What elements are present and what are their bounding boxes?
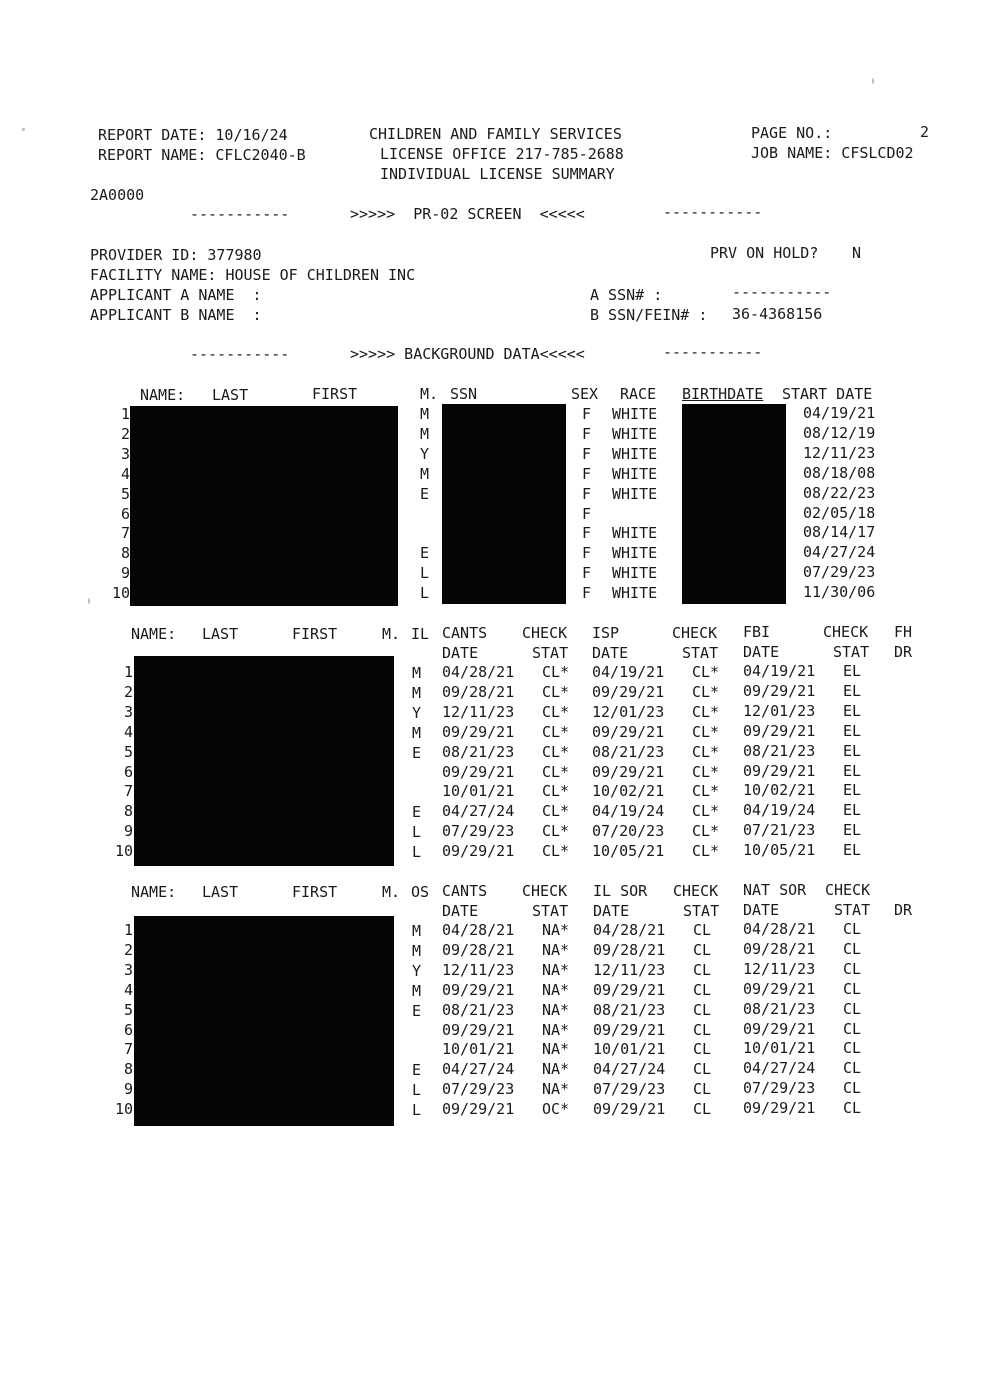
il-sor-date: 09/29/21: [593, 1100, 666, 1119]
fbi-date: 12/01/23: [743, 701, 816, 720]
cants-date: 09/29/21: [442, 1020, 515, 1039]
t1-header-ssn: SSN: [450, 385, 478, 403]
applicant-a-name: APPLICANT A NAME :: [90, 286, 262, 304]
cants-stat: NA*: [542, 1020, 570, 1039]
nat-sor-stat: CL: [843, 1079, 862, 1098]
il-sor-stat: CL: [693, 940, 712, 959]
il-sor-date: 07/29/23: [593, 1080, 666, 1099]
fbi-date: 09/29/21: [743, 761, 816, 780]
il-sor-stat: CL: [693, 1040, 712, 1059]
fbi-date: 08/21/23: [743, 741, 816, 760]
cants-date: 10/01/21: [442, 1040, 515, 1059]
cants-date: 07/29/23: [442, 822, 515, 841]
row-number: 5: [123, 742, 133, 761]
race-value: WHITE: [612, 484, 658, 503]
office-code: 2A0000: [90, 186, 145, 204]
t2-subheader-date2: DATE: [592, 644, 629, 662]
cants-date: 04/28/21: [442, 921, 515, 939]
isp-stat: CL*: [692, 702, 720, 721]
middle-initial: E: [420, 544, 430, 563]
bg-banner-left-dash: -----------: [190, 345, 290, 363]
race-value: WHITE: [612, 524, 658, 543]
cants-stat: CL*: [542, 682, 570, 701]
fbi-stat: EL: [843, 662, 862, 680]
sex-value: F: [582, 405, 592, 423]
row-number: 9: [123, 1080, 133, 1099]
il-sor-date: 09/29/21: [593, 1020, 666, 1039]
middle-initial: E: [412, 1061, 422, 1080]
cants-date: 04/27/24: [442, 802, 515, 821]
redaction-names-1: [130, 406, 398, 606]
cants-stat: CL*: [542, 742, 570, 761]
t2-header-check3: CHECK: [823, 623, 869, 641]
cants-date: 04/27/24: [442, 1060, 515, 1079]
cants-stat: NA*: [542, 1080, 570, 1099]
il-sor-stat: CL: [693, 960, 712, 979]
sex-value: F: [582, 444, 592, 463]
row-number: 6: [123, 762, 133, 781]
race-value: WHITE: [612, 405, 658, 423]
middle-initial: Y: [412, 703, 422, 722]
start-date-value: 12/11/23: [803, 443, 876, 462]
middle-initial: M: [412, 723, 422, 742]
summary-title: INDIVIDUAL LICENSE SUMMARY: [380, 165, 615, 183]
il-sor-stat: CL: [693, 1100, 712, 1119]
isp-stat: CL*: [692, 682, 720, 701]
nat-sor-date: 08/21/23: [743, 999, 816, 1018]
cants-date: 12/11/23: [442, 702, 515, 721]
row-number: 10: [114, 1100, 133, 1119]
fbi-date: 10/02/21: [743, 781, 816, 800]
cants-stat: NA*: [542, 1060, 570, 1079]
il-sor-stat: CL: [693, 1060, 712, 1079]
t2-header-m: M.: [382, 625, 401, 643]
cants-stat: OC*: [542, 1100, 570, 1119]
cants-stat: NA*: [542, 940, 570, 959]
middle-initial: M: [420, 464, 430, 483]
cants-date: 10/01/21: [442, 782, 515, 801]
isp-date: 10/05/21: [592, 842, 665, 861]
nat-sor-date: 07/29/23: [743, 1079, 816, 1098]
t3-subheader-stat2: STAT: [683, 902, 720, 920]
t3-header-cants: CANTS: [442, 882, 488, 900]
middle-initial: E: [412, 803, 422, 822]
race-value: WHITE: [612, 424, 658, 443]
sex-value: F: [582, 584, 592, 603]
t1-header-race: RACE: [620, 385, 657, 403]
row-number: 7: [123, 1040, 133, 1059]
isp-stat: CL*: [692, 742, 720, 761]
nat-sor-stat: CL: [843, 979, 862, 998]
t2-header-last: LAST: [202, 625, 239, 643]
il-sor-stat: CL: [693, 1080, 712, 1099]
middle-initial: E: [412, 743, 422, 762]
fbi-stat: EL: [843, 761, 862, 780]
scan-speck: [88, 598, 90, 604]
cants-stat: CL*: [542, 762, 570, 781]
license-office: LICENSE OFFICE 217-785-2688: [380, 145, 624, 163]
cants-date: 08/21/23: [442, 742, 515, 761]
t3-header-nat-sor: NAT SOR: [743, 881, 807, 899]
t2-header-name: NAME:: [131, 625, 177, 643]
a-ssn-value: -----------: [732, 283, 832, 301]
nat-sor-date: 09/29/21: [743, 979, 816, 998]
nat-sor-date: 09/29/21: [743, 1019, 816, 1038]
t2-header-check2: CHECK: [672, 624, 718, 642]
row-number: 7: [123, 782, 133, 801]
t2-subheader-stat3: STAT: [833, 643, 870, 661]
provider-id: PROVIDER ID: 377980: [90, 246, 262, 264]
t3-subheader-date3: DATE: [743, 901, 780, 919]
fbi-date: 10/05/21: [743, 841, 816, 860]
banner-left-dash: -----------: [190, 205, 290, 223]
a-ssn-label: A SSN# :: [590, 286, 663, 304]
nat-sor-stat: CL: [843, 1019, 862, 1038]
redaction-birthdate: [682, 404, 786, 604]
il-sor-stat: CL: [693, 1020, 712, 1039]
cants-date: 08/21/23: [442, 1000, 515, 1019]
nat-sor-date: 10/01/21: [743, 1039, 816, 1058]
race-value: WHITE: [612, 464, 658, 483]
row-number: 1: [123, 663, 133, 681]
nat-sor-date: 12/11/23: [743, 959, 816, 978]
cants-date: 09/29/21: [442, 722, 515, 741]
on-hold-label: PRV ON HOLD?: [710, 244, 819, 262]
il-sor-date: 12/11/23: [593, 960, 666, 979]
t2-header-cants: CANTS: [442, 624, 488, 642]
race-value: WHITE: [612, 544, 658, 563]
page-no-label: PAGE NO.:: [751, 124, 833, 142]
row-number: 5: [120, 484, 130, 503]
il-sor-date: 04/27/24: [593, 1060, 666, 1079]
isp-stat: CL*: [692, 782, 720, 801]
on-hold-value: N: [852, 244, 862, 262]
isp-stat: CL*: [692, 842, 720, 861]
row-number: 2: [120, 424, 130, 443]
cants-stat: CL*: [542, 663, 570, 681]
row-number: 6: [120, 504, 130, 523]
cants-date: 09/29/21: [442, 842, 515, 861]
report-name: REPORT NAME: CFLC2040-B: [98, 146, 306, 164]
redaction-names-3: [134, 916, 394, 1126]
row-number: 9: [120, 564, 130, 583]
nat-sor-date: 09/28/21: [743, 939, 816, 958]
cants-stat: CL*: [542, 822, 570, 841]
cants-stat: CL*: [542, 842, 570, 861]
fbi-stat: EL: [843, 701, 862, 720]
row-number: 4: [123, 980, 133, 999]
middle-initial: M: [412, 683, 422, 702]
row-number: 8: [120, 544, 130, 563]
fbi-stat: EL: [843, 801, 862, 820]
row-number: 2: [123, 940, 133, 959]
t3-header-check3: CHECK: [825, 881, 871, 899]
scan-speck: [22, 128, 25, 131]
agency-name: CHILDREN AND FAMILY SERVICES: [369, 125, 622, 143]
job-name: JOB NAME: CFSLCD02: [751, 144, 914, 162]
il-sor-date: 10/01/21: [593, 1040, 666, 1059]
isp-stat: CL*: [692, 722, 720, 741]
fbi-date: 04/19/24: [743, 801, 816, 820]
t1-header-birthdate: BIRTHDATE: [682, 385, 764, 403]
t2-header-first: FIRST: [292, 625, 338, 643]
middle-initial: M: [412, 922, 422, 940]
page-no: 2: [920, 123, 930, 141]
cants-date: 04/28/21: [442, 663, 515, 681]
start-date-value: 08/18/08: [803, 463, 876, 482]
middle-initial: L: [412, 843, 422, 862]
row-number: 9: [123, 822, 133, 841]
t3-subheader-dr: DR: [894, 901, 913, 919]
t1-header-name: NAME:: [140, 386, 186, 404]
t1-header-sex: SEX: [571, 385, 599, 403]
t2-subheader-stat2: STAT: [682, 644, 719, 662]
t1-header-first: FIRST: [312, 385, 358, 403]
row-number: 5: [123, 1000, 133, 1019]
t3-subheader-stat1: STAT: [532, 902, 569, 920]
middle-initial: Y: [412, 961, 422, 980]
cants-date: 09/29/21: [442, 980, 515, 999]
cants-date: 09/28/21: [442, 682, 515, 701]
fbi-date: 09/29/21: [743, 721, 816, 740]
il-sor-stat: CL: [693, 1000, 712, 1019]
il-sor-date: 09/29/21: [593, 980, 666, 999]
il-sor-stat: CL: [693, 921, 712, 939]
sex-value: F: [582, 484, 592, 503]
facility-name: FACILITY NAME: HOUSE OF CHILDREN INC: [90, 266, 416, 284]
t3-header-il-sor: IL SOR: [593, 882, 648, 900]
isp-date: 04/19/21: [592, 663, 665, 681]
il-sor-date: 04/28/21: [593, 921, 666, 939]
t2-subheader-dr: DR: [894, 643, 913, 661]
background-banner-title: >>>>> BACKGROUND DATA<<<<<: [350, 345, 585, 363]
t3-header-first: FIRST: [292, 883, 338, 901]
t2-subheader-date1: DATE: [442, 644, 479, 662]
cants-stat: CL*: [542, 722, 570, 741]
t3-header-m: M.: [382, 883, 401, 901]
start-date-value: 04/19/21: [803, 404, 876, 422]
cants-stat: CL*: [542, 702, 570, 721]
banner-right-dash: -----------: [663, 203, 763, 221]
row-number: 4: [120, 464, 130, 483]
row-number: 4: [123, 722, 133, 741]
sex-value: F: [582, 464, 592, 483]
t3-subheader-stat3: STAT: [834, 901, 871, 919]
fbi-date: 09/29/21: [743, 681, 816, 700]
t3-header-os: OS: [411, 883, 430, 901]
race-value: WHITE: [612, 564, 658, 583]
start-date-value: 07/29/23: [803, 563, 876, 582]
middle-initial: Y: [420, 444, 430, 463]
isp-date: 09/29/21: [592, 722, 665, 741]
nat-sor-stat: CL: [843, 1099, 862, 1118]
applicant-b-name: APPLICANT B NAME :: [90, 306, 262, 324]
fbi-stat: EL: [843, 821, 862, 840]
start-date-value: 04/27/24: [803, 543, 876, 562]
isp-date: 12/01/23: [592, 702, 665, 721]
t3-subheader-date2: DATE: [593, 902, 630, 920]
fbi-date: 04/19/21: [743, 662, 816, 680]
row-number: 3: [120, 444, 130, 463]
start-date-value: 02/05/18: [803, 503, 876, 522]
sex-value: F: [582, 504, 592, 523]
redaction-ssn: [442, 404, 566, 604]
nat-sor-date: 04/28/21: [743, 920, 816, 938]
nat-sor-stat: CL: [843, 959, 862, 978]
cants-date: 09/29/21: [442, 762, 515, 781]
fbi-stat: EL: [843, 721, 862, 740]
row-number: 3: [123, 702, 133, 721]
start-date-value: 08/14/17: [803, 523, 876, 542]
nat-sor-date: 04/27/24: [743, 1059, 816, 1078]
fbi-stat: EL: [843, 741, 862, 760]
isp-date: 07/20/23: [592, 822, 665, 841]
t3-header-last: LAST: [202, 883, 239, 901]
sex-value: F: [582, 524, 592, 543]
cants-stat: NA*: [542, 921, 570, 939]
nat-sor-stat: CL: [843, 1039, 862, 1058]
isp-date: 09/29/21: [592, 682, 665, 701]
t2-header-isp: ISP: [592, 624, 620, 642]
isp-date: 04/19/24: [592, 802, 665, 821]
row-number: 8: [123, 1060, 133, 1079]
middle-initial: E: [420, 484, 430, 503]
t2-subheader-date3: DATE: [743, 643, 780, 661]
bg-banner-right-dash: -----------: [663, 343, 763, 361]
t2-subheader-stat1: STAT: [532, 644, 569, 662]
row-number: 10: [114, 842, 133, 861]
start-date-value: 08/12/19: [803, 423, 876, 442]
middle-initial: L: [420, 564, 430, 583]
cants-stat: CL*: [542, 802, 570, 821]
nat-sor-date: 09/29/21: [743, 1099, 816, 1118]
t2-header-fbi: FBI: [743, 623, 771, 641]
isp-stat: CL*: [692, 762, 720, 781]
cants-date: 07/29/23: [442, 1080, 515, 1099]
row-number: 10: [111, 584, 130, 603]
fbi-stat: EL: [843, 841, 862, 860]
t2-header-il: IL: [411, 625, 430, 643]
isp-stat: CL*: [692, 802, 720, 821]
nat-sor-stat: CL: [843, 999, 862, 1018]
middle-initial: M: [420, 424, 430, 443]
cants-stat: NA*: [542, 980, 570, 999]
middle-initial: L: [412, 1101, 422, 1120]
middle-initial: M: [412, 664, 422, 682]
isp-date: 08/21/23: [592, 742, 665, 761]
middle-initial: L: [412, 1081, 422, 1100]
t1-header-start-date: START DATE: [782, 385, 873, 403]
il-sor-stat: CL: [693, 980, 712, 999]
t3-header-check1: CHECK: [522, 882, 568, 900]
start-date-value: 08/22/23: [803, 483, 876, 502]
sex-value: F: [582, 564, 592, 583]
row-number: 7: [120, 524, 130, 543]
screen-banner-title: >>>>> PR-02 SCREEN <<<<<: [350, 205, 585, 223]
isp-date: 10/02/21: [592, 782, 665, 801]
fbi-stat: EL: [843, 781, 862, 800]
il-sor-date: 09/28/21: [593, 940, 666, 959]
fbi-stat: EL: [843, 681, 862, 700]
cants-date: 09/29/21: [442, 1100, 515, 1119]
middle-initial: M: [412, 981, 422, 1000]
middle-initial: L: [420, 584, 430, 603]
t3-header-name: NAME:: [131, 883, 177, 901]
sex-value: F: [582, 424, 592, 443]
fbi-date: 07/21/23: [743, 821, 816, 840]
middle-initial: L: [412, 823, 422, 842]
cants-stat: NA*: [542, 1000, 570, 1019]
row-number: 8: [123, 802, 133, 821]
sex-value: F: [582, 544, 592, 563]
nat-sor-stat: CL: [843, 920, 862, 938]
scan-speck: [872, 78, 874, 84]
row-number: 1: [120, 405, 130, 423]
t1-header-m: M.: [420, 385, 439, 403]
middle-initial: E: [412, 1001, 422, 1020]
b-ssn-label: B SSN/FEIN# :: [590, 306, 708, 324]
t2-header-fh: FH: [894, 623, 913, 641]
cants-stat: NA*: [542, 1040, 570, 1059]
cants-date: 12/11/23: [442, 960, 515, 979]
isp-stat: CL*: [692, 663, 720, 681]
isp-stat: CL*: [692, 822, 720, 841]
race-value: WHITE: [612, 444, 658, 463]
row-number: 6: [123, 1020, 133, 1039]
cants-stat: CL*: [542, 782, 570, 801]
report-date: REPORT DATE: 10/16/24: [98, 126, 288, 144]
start-date-value: 11/30/06: [803, 583, 876, 602]
race-value: WHITE: [612, 584, 658, 603]
cants-date: 09/28/21: [442, 940, 515, 959]
t3-subheader-date1: DATE: [442, 902, 479, 920]
t3-header-check2: CHECK: [673, 882, 719, 900]
nat-sor-stat: CL: [843, 939, 862, 958]
t2-header-check1: CHECK: [522, 624, 568, 642]
redaction-names-2: [134, 656, 394, 866]
middle-initial: M: [412, 941, 422, 960]
middle-initial: M: [420, 405, 430, 423]
nat-sor-stat: CL: [843, 1059, 862, 1078]
b-ssn-value: 36-4368156: [732, 305, 823, 323]
row-number: 1: [123, 921, 133, 939]
il-sor-date: 08/21/23: [593, 1000, 666, 1019]
row-number: 2: [123, 682, 133, 701]
row-number: 3: [123, 960, 133, 979]
isp-date: 09/29/21: [592, 762, 665, 781]
cants-stat: NA*: [542, 960, 570, 979]
t1-header-last: LAST: [212, 386, 249, 404]
